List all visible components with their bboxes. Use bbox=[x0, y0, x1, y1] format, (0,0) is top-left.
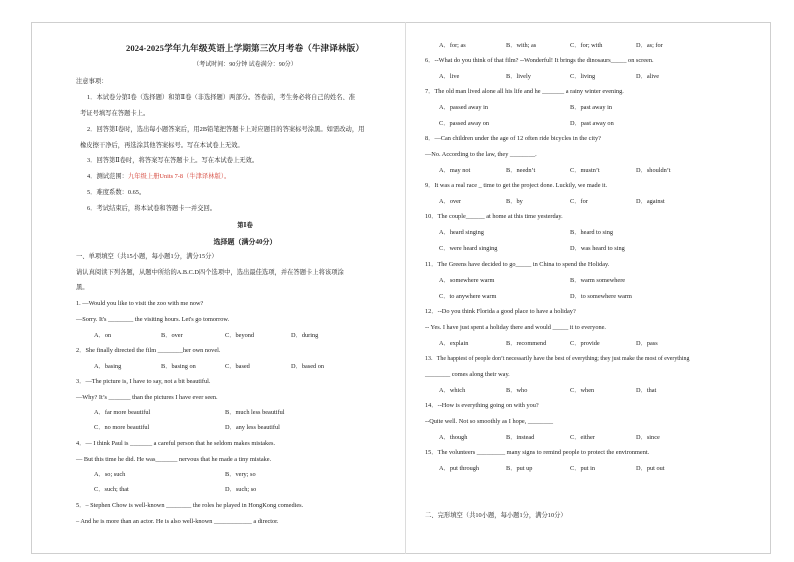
note-line: 考证号填写在答题卡上。 bbox=[80, 110, 150, 117]
column-divider bbox=[405, 22, 406, 554]
option: D．that bbox=[636, 387, 657, 394]
option: B．recommend bbox=[506, 340, 547, 347]
option: B．with; as bbox=[506, 42, 537, 49]
option: C．provide bbox=[570, 340, 600, 347]
option: A．live bbox=[439, 73, 460, 80]
note-line: 2．回答第Ⅰ卷时，选出每小题答案后，用2B铅笔把答题卡上对应题目的答案标号涂黑。如需改动，用 bbox=[87, 126, 365, 133]
test-range-label: 4．测试范围： bbox=[87, 173, 128, 180]
question-stem: 14．--How is everything going on with you? bbox=[425, 402, 539, 409]
option: D．shouldn’t bbox=[636, 167, 671, 174]
question-stem: 13．The happiest of people don’t necessarily have the best of everything; they just make the most of everything bbox=[425, 356, 690, 362]
option: D．since bbox=[636, 434, 660, 441]
option: D．put out bbox=[636, 465, 665, 472]
note-line: 6．考试结束后，将本试卷和答题卡一并交回。 bbox=[87, 205, 217, 212]
option: B．very; so bbox=[225, 471, 256, 478]
notes-heading: 注意事项： bbox=[76, 78, 108, 85]
option: B．by bbox=[506, 198, 523, 205]
option: C．no more beautiful bbox=[94, 424, 150, 431]
question-stem: -- Yes. I have just spent a holiday there and would _____ it to everyone. bbox=[425, 324, 606, 331]
question-stem: --Quite well. Not so smoothly as I hope, ________ bbox=[425, 418, 554, 425]
question-stem: 8．—Can children under the age of 12 often ride bicycles in the city? bbox=[425, 135, 601, 142]
option: C．living bbox=[570, 73, 596, 80]
option: A．explain bbox=[439, 340, 469, 347]
option: B．instead bbox=[506, 434, 535, 441]
option: C．either bbox=[570, 434, 595, 441]
note-line: 3．回答第Ⅱ卷时，将答案写在答题卡上。写在本试卷上无效。 bbox=[87, 157, 259, 164]
option: C．were heard singing bbox=[439, 245, 498, 252]
option: D．as; for bbox=[636, 42, 663, 49]
option: A．put through bbox=[439, 465, 480, 472]
option: D．such; so bbox=[225, 486, 257, 493]
option: C．beyond bbox=[225, 332, 255, 339]
option: D．based on bbox=[291, 363, 325, 370]
option: B．heard to sing bbox=[570, 229, 614, 236]
option: C．put in bbox=[570, 465, 596, 472]
question-stem: — But this time he did. He was_______ nervous that he made a tiny mistake. bbox=[76, 456, 272, 463]
question-stem: 3．—The picture is, I have to say, not a bit beautiful. bbox=[76, 378, 211, 385]
question-stem: 10．The couple______ at home at this time yesterday. bbox=[425, 213, 563, 220]
option: A．heard singing bbox=[439, 229, 484, 236]
option: B．much less beautiful bbox=[225, 409, 285, 416]
option: B．who bbox=[506, 387, 528, 394]
option: B．warm somewhere bbox=[570, 277, 626, 284]
option: D．against bbox=[636, 198, 665, 205]
exam-subtitle: （考试时间：90分钟 试卷满分：90分） bbox=[193, 62, 297, 68]
option: D．during bbox=[291, 332, 319, 339]
option: C．such; that bbox=[94, 486, 129, 493]
exam-title: 2024-2025学年九年级英语上学期第三次月考卷（牛津译林版） bbox=[125, 43, 365, 53]
question-stem: 12．--Do you think Florida a good place to have a holiday? bbox=[425, 308, 576, 315]
question-stem: 6．--What do you think of that film? --Wonderful! It brings the dinosaurs_____ on screen. bbox=[425, 57, 654, 64]
option: A．passed away in bbox=[439, 104, 488, 111]
question-stem: —No. According to the law, they ________. bbox=[425, 151, 537, 158]
option: C．for bbox=[570, 198, 588, 205]
option: B．basing on bbox=[161, 363, 196, 370]
option: A．on bbox=[94, 332, 112, 339]
question-stem: ________ comes along their way. bbox=[425, 371, 510, 378]
question-stem: 9．It was a real race _ time to get the project done. Luckily, we made it. bbox=[425, 182, 608, 189]
option: B．needn’t bbox=[506, 167, 536, 174]
option: A．far more beautiful bbox=[94, 409, 151, 416]
question-stem: 15．The volunteers _________ many signs to remind people to protect the environment. bbox=[425, 449, 650, 456]
question-stem: —Why? It’s _______ than the pictures I have ever seen. bbox=[76, 394, 218, 401]
option: B．put up bbox=[506, 465, 533, 472]
question-stem: 11．The Greens have decided to go_____ in China to spend the Holiday. bbox=[425, 261, 610, 268]
question-stem: 4．— I think Paul is _______ a careful person that he seldom makes mistakes. bbox=[76, 440, 276, 447]
note-line bbox=[87, 173, 230, 181]
note-line: 1．本试卷分第Ⅰ卷（选择题）和第Ⅱ卷（非选择题）两部分。答卷前，考生务必将自己的姓名、准 bbox=[87, 94, 356, 101]
option: C．based bbox=[225, 363, 250, 370]
note-line: 5．难度系数：0.65。 bbox=[87, 189, 146, 196]
option: B．over bbox=[161, 332, 183, 339]
option: C．passed away on bbox=[439, 120, 490, 127]
note-line: 橡皮擦干净后，再选涂其他答案标号。写在本试卷上无效。 bbox=[80, 142, 244, 149]
option: D．alive bbox=[636, 73, 660, 80]
option: A．for; as bbox=[439, 42, 466, 49]
option: A．may not bbox=[439, 167, 471, 174]
option: A．somewhere warm bbox=[439, 277, 495, 284]
option: D．any less beautiful bbox=[225, 424, 280, 431]
option: C．mustn’t bbox=[570, 167, 600, 174]
instruction-line: 黑。 bbox=[76, 284, 89, 291]
option: B．past away in bbox=[570, 104, 612, 111]
question-stem: 1. —Would you like to visit the zoo with me now? bbox=[76, 300, 204, 307]
volume-heading: 第Ⅰ卷 bbox=[237, 222, 253, 229]
option: D．past away on bbox=[570, 120, 614, 127]
option: A．basing bbox=[94, 363, 122, 370]
part-heading: 二、完形填空（共10小题，每小题1分，满分10分） bbox=[425, 512, 567, 519]
option: C．to anywhere warm bbox=[439, 293, 497, 300]
question-stem: —Sorry. It's ________ the visiting hours. Let's go tomorrow. bbox=[76, 316, 230, 323]
option: C．when bbox=[570, 387, 595, 394]
instruction-line: 请认真阅读下列各题，从题中所给的A.B.C.D四个选项中，选出最佳选项，并在答题卡上将该项涂 bbox=[76, 269, 344, 276]
question-stem: 5．– Stephen Chow is well-known ________ the roles he played in HongKong comedies. bbox=[76, 502, 304, 509]
option: A．which bbox=[439, 387, 466, 394]
question-stem: – And he is more than an actor. He is also well-known ____________ a director. bbox=[76, 518, 279, 525]
part-heading: 一、单项填空（共15小题，每小题1分，满分15分） bbox=[76, 253, 218, 260]
option: D．pass bbox=[636, 340, 658, 347]
option: C．for; with bbox=[570, 42, 603, 49]
section-heading: 选择题（满分40分） bbox=[213, 238, 277, 246]
option: B．lively bbox=[506, 73, 531, 80]
option: A．over bbox=[439, 198, 462, 205]
option: D．to somewhere warm bbox=[570, 293, 632, 300]
option: D．was heard to sing bbox=[570, 245, 625, 252]
option: A．so; such bbox=[94, 471, 126, 478]
question-stem: 7．The old man lived alone all his life and he _______ a rainy winter evening. bbox=[425, 88, 624, 95]
question-stem: 2．She finally directed the film ________her own novel. bbox=[76, 347, 221, 354]
test-range-value: 九年级上册Units 7-8（牛津译林版）。 bbox=[127, 173, 231, 180]
option: A．though bbox=[439, 434, 468, 441]
